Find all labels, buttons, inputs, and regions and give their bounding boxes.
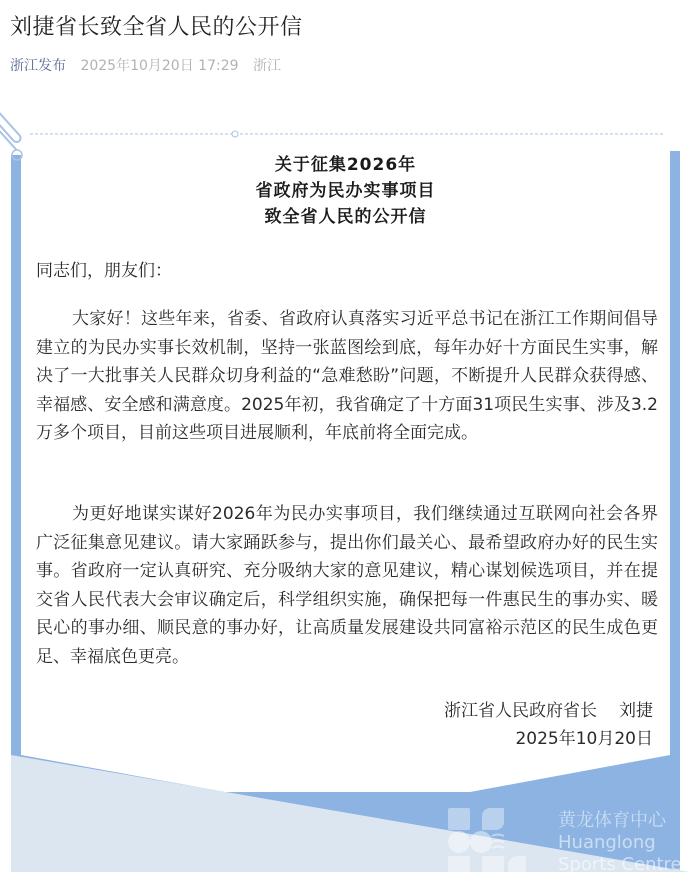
letter-heading [0, 152, 691, 230]
article-meta [10, 55, 281, 75]
letter-image [0, 100, 691, 881]
signer-name: 刘捷 [619, 701, 653, 721]
signature-date: 2025年10月20日 [515, 729, 653, 749]
letter-paragraph-2: 为更好地谋实谋好2026年为民办实事项目，我们继续通过互联网向社会各界广泛征集意见建议。请大家踊跃参与，提出你们最关心、最希望政府办好的民生实事。省政府一定认真研究、充分吸纳大家的意见建议，精心谋划候选项目，并在提交省人民代表大会审议确定后，科学组织实施，确保把每一件惠民生的事办实、暖民心的事办细、顺民意的事办好，让高质量发展建设共同富裕示范区的民生成色更足、幸福底色更亮。 [36, 504, 658, 667]
letter-greeting: 同志们，朋友们： [36, 261, 172, 281]
article-title: 刘捷省长致全省人民的公开信 [10, 15, 303, 40]
letter-signature [444, 697, 653, 753]
huanglong-logo-icon [448, 808, 528, 878]
watermark-text [558, 810, 682, 876]
letter-paragraph-1: 大家好！这些年来，省委、省政府认真落实习近平总书记在浙江工作期间倡导建立的为民办实事长效机制，坚持一张蓝图绘到底，每年办好十方面民生实事，解决了一大批事关人民群众切身利益的“急难愁盼”问题，不断提升人民群众获得感、幸福感、安全感和满意度。2025年初，我省确定了十方面31项民生实事、涉及3.2万多个项目，目前这些项目进展顺利，年底前将全面完成。 [36, 309, 658, 444]
heading-line-2: 省政府为民办实事项目 [255, 181, 436, 201]
publish-datetime: 2025年10月20日 17:29 [80, 58, 239, 74]
watermark-en-1: Huanglong [558, 832, 656, 853]
signer-title: 浙江省人民政府省长 [444, 701, 597, 721]
watermark-cn: 黄龙体育中心 [558, 810, 666, 831]
heading-line-1: 关于征集2026年 [274, 155, 417, 175]
watermark-en-2: Sports Centre [558, 854, 682, 875]
heading-line-3: 致全省人民的公开信 [264, 207, 427, 227]
publish-location: 浙江 [252, 58, 281, 74]
source-link[interactable]: 浙江发布 [10, 58, 66, 74]
watermark [448, 808, 691, 881]
